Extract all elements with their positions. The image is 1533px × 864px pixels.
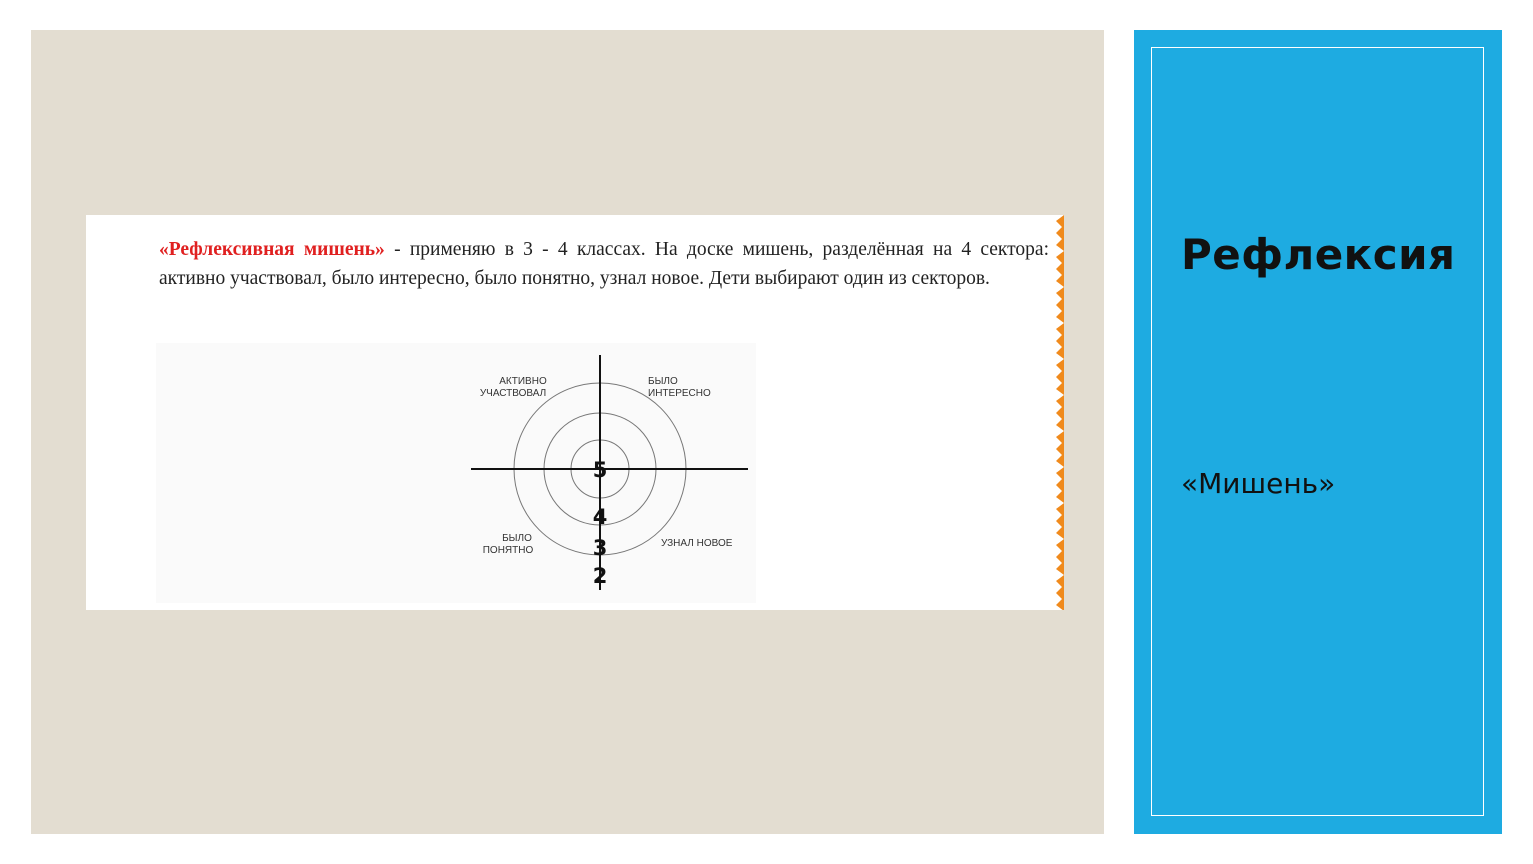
decorative-border — [1056, 215, 1064, 610]
decoration-zigzag — [1056, 539, 1064, 575]
sector-label-top-left-2: УЧАСТВОВАЛ — [479, 388, 547, 399]
highlight-text: «Рефлексивная мишень» — [159, 239, 385, 260]
decoration-zigzag — [1056, 575, 1064, 610]
title-panel — [1134, 30, 1502, 834]
ring-number-3: 3 — [592, 536, 608, 560]
decoration-zigzag — [1056, 467, 1064, 503]
slide-subtitle: «Мишень» — [1181, 467, 1336, 500]
slide-title: Рефлексия — [1181, 230, 1456, 279]
title-panel-frame — [1151, 47, 1484, 816]
decoration-zigzag — [1056, 287, 1064, 323]
ring-number-2: 2 — [592, 564, 608, 588]
decoration-zigzag — [1056, 359, 1064, 395]
sector-label-top-right-1: БЫЛО — [648, 376, 678, 387]
sector-label-top-left-1: АКТИВНО — [499, 376, 547, 387]
ring-number-5: 5 — [592, 458, 608, 482]
sector-label-top-right-2: ИНТЕРЕСНО — [648, 388, 711, 399]
sector-label-bottom-right: УЗНАЛ НОВОЕ — [661, 538, 733, 549]
sector-label-bottom-left-1: БЫЛО — [502, 533, 532, 544]
decoration-zigzag — [1056, 251, 1064, 287]
sector-label-bottom-left-2: ПОНЯТНО — [482, 545, 534, 556]
decoration-zigzag — [1056, 503, 1064, 539]
ring-number-4: 4 — [592, 505, 608, 529]
content-image — [86, 215, 1064, 610]
decoration-zigzag — [1056, 395, 1064, 431]
target-diagram — [456, 345, 756, 595]
description-text: - применяю в 3 - 4 классах. На доске мишень, разделённая на 4 сектора: активно участвовал, было интересно, было понятно, узнал новое. Дети выбирают один из секторов. — [159, 239, 1049, 289]
description-paragraph — [159, 235, 1049, 293]
decoration-zigzag — [1056, 323, 1064, 359]
decoration-zigzag — [1056, 431, 1064, 467]
decoration-zigzag — [1056, 215, 1064, 251]
